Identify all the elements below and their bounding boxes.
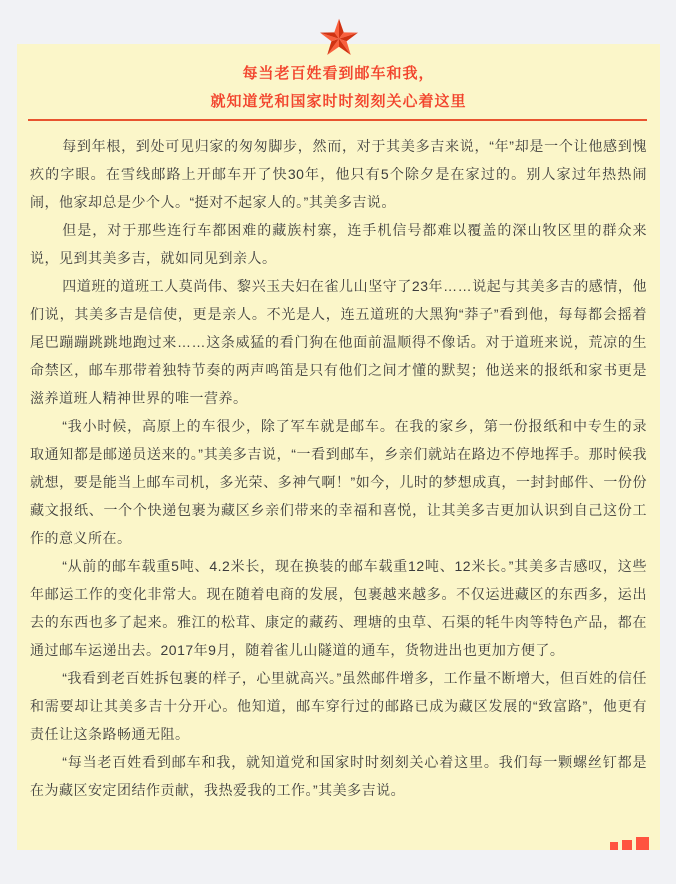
article-paragraph: “每当老百姓看到邮车和我，就知道党和国家时时刻刻关心着这里。我们每一颗螺丝钉都是在为藏区安定团结作贡献，我热爱我的工作。”其美多吉说。: [30, 754, 647, 798]
headline-divider: [28, 119, 647, 121]
decoration-square-large: [636, 837, 649, 850]
article-title-line1: 每当老百姓看到邮车和我，: [242, 65, 435, 82]
article-paragraph: “我小时候，高原上的车很少，除了军车就是邮车。在我的家乡，第一份报纸和中专生的录取通知都是邮递员送来的。”其美多吉说，“一看到邮车，乡亲们就站在路边不停地挥手。那时候我就想，要是能当上邮车司机，多光荣、多神气啊！”如今，儿时的梦想成真，一封封邮件、一份份藏文报纸、一个个快递包裹为藏区乡亲们带来的幸福和喜悦，让其美多吉更加认识到自己这份工作的意义所在。: [30, 418, 647, 546]
article-card: [17, 44, 660, 850]
decoration-square-medium: [622, 840, 632, 850]
article-paragraph: “我看到老百姓拆包裹的样子，心里就高兴。”虽然邮件增多，工作量不断增大，但百姓的信任和需要却让其美多吉十分开心。他知道，邮车穿行过的邮路已成为藏区发展的“致富路”，他更有责任让这条路畅通无阻。: [30, 670, 647, 742]
article-body: [17, 132, 660, 804]
red-star-icon: [319, 18, 359, 58]
article-paragraph: 四道班的道班工人莫尚伟、黎兴玉夫妇在雀儿山坚守了23年……说起与其美多吉的感情，他们说，其美多吉是信使，更是亲人。不光是人，连五道班的大黑狗“莽子”看到他，每每都会摇着尾巴蹦蹦跳跳地跑过来……这条威猛的看门狗在他面前温顺得不像话。对于道班来说，荒凉的生命禁区，邮车那带着独特节奏的两声鸣笛是只有他们之间才懂的默契；他送来的报纸和家书更是滋养道班人精神世界的唯一营养。: [30, 278, 647, 406]
article-title-line2: 就知道党和国家时时刻刻关心着这里: [210, 93, 467, 110]
decoration-square-small: [610, 842, 618, 850]
article-paragraph: “从前的邮车载重5吨、4.2米长，现在换装的邮车载重12吨、12米长。”其美多吉感叹，这些年邮运工作的变化非常大。现在随着电商的发展，包裹越来越多。不仅运进藏区的东西多，运出去的东西也多了起来。雅江的松茸、康定的藏药、理塘的虫草、石渠的牦牛肉等特色产品，都在通过邮车运递出去。2017年9月，随着雀儿山隧道的通车，货物进出也更加方便了。: [30, 558, 647, 658]
article-paragraph: 但是，对于那些连行车都困难的藏族村寨，连手机信号都难以覆盖的深山牧区里的群众来说，见到其美多吉，就如同见到亲人。: [30, 222, 647, 266]
article-paragraph: 每到年根，到处可见归家的匆匆脚步，然而，对于其美多吉来说，“年”却是一个让他感到愧疚的字眼。在雪线邮路上开邮车开了快30年，他只有5个除夕是在家过的。别人家过年热热闹闹，他家却总是少个人。“挺对不起家人的。”其美多吉说。: [30, 138, 647, 210]
corner-squares-decoration: [610, 837, 649, 850]
article-title: [17, 60, 660, 116]
